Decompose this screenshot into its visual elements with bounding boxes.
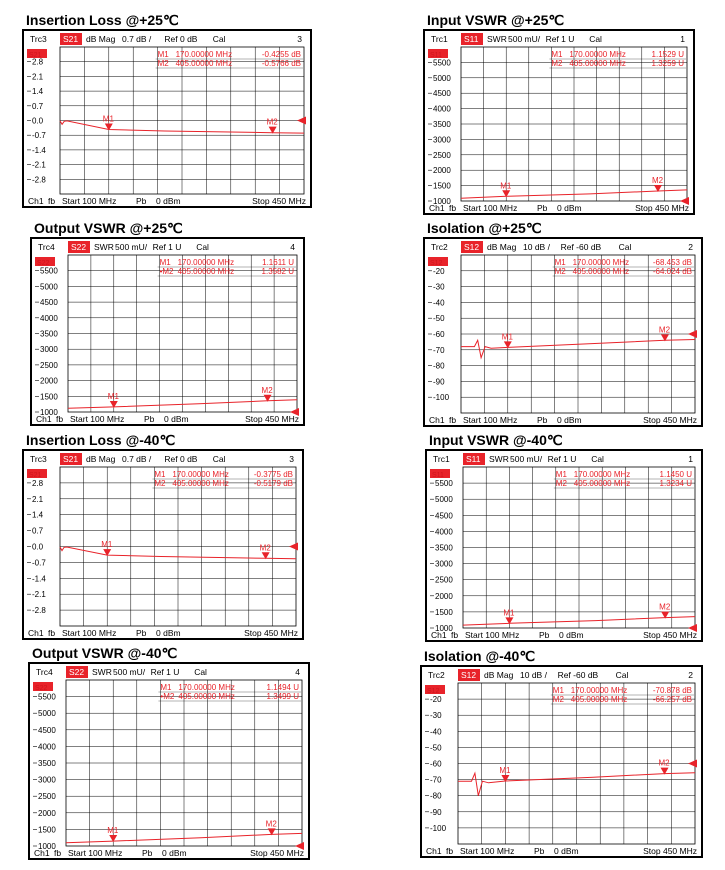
- ref-label: Ref 0 dB: [164, 454, 198, 464]
- analyzer-screen: [420, 665, 703, 858]
- readout-name: M1: [154, 470, 166, 479]
- readout-name: M1: [555, 470, 567, 479]
- y-tick-label: 3000: [433, 135, 451, 145]
- marker-label: M2: [651, 175, 664, 185]
- readout-name: M2: [154, 479, 166, 488]
- y-tick-label: 0.0: [32, 116, 44, 126]
- y-tick-label: 0.7: [32, 101, 44, 111]
- footer-power: 0 dBm: [559, 630, 584, 640]
- readout-value: -0.5766 dB: [261, 59, 301, 68]
- y-tick-label: -0.7: [32, 131, 46, 141]
- readout-value: -68.453 dB: [652, 258, 692, 267]
- footer-start: Start 100 MHz: [465, 630, 520, 640]
- analyzer-chart: [30, 664, 308, 858]
- y-tick-label: -20: [430, 695, 442, 705]
- marker-label: M1: [499, 766, 511, 776]
- y-tick-label: 3500: [38, 759, 56, 768]
- trace-label: Trc2: [428, 670, 445, 680]
- y-tick-label: 0.0: [32, 542, 44, 552]
- trace-label: Trc1: [433, 454, 450, 464]
- y-tick-label: 4500: [40, 298, 58, 308]
- y-tick-label: 2.1: [32, 72, 44, 82]
- y-tick-label: 4500: [435, 511, 453, 521]
- cal-label: Cal: [615, 670, 629, 680]
- footer-start: Start 100 MHz: [70, 414, 125, 424]
- y-tick-label: -1.4: [32, 145, 46, 155]
- footer-power: 0 dBm: [557, 415, 582, 425]
- readout-value: 1.1450 U: [659, 470, 692, 479]
- ref-label: Ref 0 dB: [164, 34, 198, 44]
- marker-label: M1: [107, 826, 119, 836]
- footer-power: 0 dBm: [162, 848, 187, 858]
- channel-number: 1: [680, 34, 685, 44]
- panel-insertion-loss-40: [22, 432, 304, 640]
- footer-stop: Stop 450 MHz: [250, 848, 304, 858]
- y-tick-label: 1500: [435, 607, 453, 617]
- readout-freq: 170.00000 MHz: [177, 258, 235, 267]
- marker-label: M2: [659, 602, 671, 612]
- cal-label: Cal: [212, 34, 226, 44]
- marker-label: M2: [658, 758, 670, 768]
- chart-title: Input VSWR @+25℃: [427, 12, 565, 28]
- readout-freq: 405.00000 MHz: [573, 479, 631, 488]
- format-label: dB Mag: [484, 670, 514, 680]
- panel-insertion-loss-25: [22, 12, 312, 208]
- footer-stop: Stop 450 MHz: [643, 846, 697, 856]
- y-tick-label: 4500: [433, 89, 451, 99]
- cal-label: Cal: [194, 667, 207, 677]
- analyzer-chart: [427, 451, 701, 640]
- footer-channel: Ch1: [431, 630, 447, 640]
- trace-label: Trc2: [431, 242, 448, 252]
- y-tick-label: 5000: [435, 495, 453, 505]
- y-tick-label: 2500: [38, 792, 56, 802]
- param-label: S22: [69, 667, 85, 677]
- footer-fb: fb: [449, 203, 457, 213]
- readout-value: 1.3259 U: [651, 59, 684, 68]
- trace-badge-label: S12: [427, 688, 440, 695]
- trace-badge-label: S11: [432, 472, 444, 479]
- chart-title: Output VSWR @-40℃: [32, 645, 178, 661]
- channel-number: 3: [289, 454, 294, 464]
- footer-channel: Ch1: [28, 196, 44, 206]
- y-tick-label: 1000: [433, 197, 451, 206]
- footer-pb: Pb: [537, 203, 548, 213]
- y-tick-label: 1000: [40, 408, 58, 417]
- channel-number: 1: [688, 454, 693, 464]
- y-tick-label: -2.8: [32, 606, 46, 616]
- marker-label: M1: [501, 332, 513, 342]
- y-tick-label: 5500: [433, 58, 451, 68]
- marker-label: M2: [266, 117, 278, 127]
- footer-start: Start 100 MHz: [463, 203, 518, 213]
- footer-pb: Pb: [142, 848, 153, 858]
- y-tick-label: 1.4: [32, 510, 44, 520]
- marker-label: M1: [101, 540, 113, 550]
- param-label: S21: [63, 454, 79, 464]
- readout-value: 1.1611 U: [262, 258, 294, 267]
- readout-name: M2: [554, 267, 566, 276]
- y-tick-label: -20: [433, 266, 445, 276]
- param-label: S21: [63, 34, 79, 44]
- param-label: S12: [461, 670, 477, 680]
- marker-label: M2: [265, 819, 277, 829]
- analyzer-screen: [30, 237, 305, 426]
- readout-name: M1: [159, 258, 171, 267]
- y-tick-label: -70: [430, 775, 442, 785]
- cal-label: Cal: [196, 242, 209, 252]
- panel-output-vswr-40: [28, 645, 310, 860]
- y-tick-label: 3500: [435, 543, 453, 553]
- y-tick-label: 3500: [433, 120, 451, 129]
- y-tick-label: 2000: [38, 808, 56, 818]
- footer-channel: Ch1: [429, 415, 445, 425]
- chart-title: Input VSWR @-40℃: [429, 432, 563, 448]
- format-label: SWR: [487, 34, 507, 44]
- readout-freq: 170.00000 MHz: [175, 50, 233, 59]
- y-tick-label: 3000: [435, 559, 453, 569]
- marker-label: M2: [261, 385, 273, 395]
- y-tick-label: -2.1: [32, 590, 46, 600]
- readout-freq: 405.00000 MHz: [570, 695, 628, 704]
- panel-isolation-40: [420, 648, 703, 858]
- chart-title: Isolation @-40℃: [424, 648, 536, 664]
- marker-label: M1: [107, 391, 119, 401]
- readout-freq: 170.00000 MHz: [573, 470, 631, 479]
- scale-label: 500 mU/: [508, 34, 541, 44]
- footer-stop: Stop 450 MHz: [635, 203, 689, 213]
- footer-pb: Pb: [136, 196, 147, 206]
- y-tick-label: 1000: [435, 624, 453, 633]
- param-label: S11: [466, 454, 481, 464]
- footer-stop: Stop 450 MHz: [643, 415, 697, 425]
- trace-badge-label: S11: [430, 52, 442, 59]
- panel-output-vswr-25: [30, 220, 305, 426]
- y-tick-label: 2000: [435, 591, 453, 601]
- footer-fb: fb: [451, 630, 459, 640]
- chart-title: Isolation @+25℃: [427, 220, 542, 236]
- param-label: S11: [464, 34, 479, 44]
- chart-title: Insertion Loss @+25℃: [26, 12, 179, 28]
- footer-power: 0 dBm: [164, 414, 189, 424]
- y-tick-label: -100: [433, 393, 450, 403]
- y-tick-label: -60: [430, 759, 442, 769]
- footer-pb: Pb: [534, 846, 545, 856]
- scale-label: 10 dB /: [523, 242, 550, 252]
- footer-channel: Ch1: [426, 846, 442, 856]
- y-tick-label: -40: [433, 298, 445, 308]
- channel-number: 2: [688, 242, 693, 252]
- panel-isolation-25: [423, 220, 703, 427]
- marker-label: M1: [102, 114, 114, 124]
- y-tick-label: -40: [430, 727, 442, 737]
- analyzer-chart: [24, 31, 310, 206]
- y-tick-label: 2000: [40, 376, 58, 386]
- panel-input-vswr-40: [425, 432, 703, 642]
- param-label: S22: [71, 242, 87, 252]
- footer-fb: fb: [54, 848, 62, 858]
- channel-number: 3: [297, 34, 302, 44]
- y-tick-label: 4000: [38, 742, 56, 752]
- readout-value: -64.024 dB: [652, 267, 692, 276]
- channel-number: 4: [290, 242, 295, 252]
- readout-freq: 405.00000 MHz: [178, 692, 235, 701]
- footer-power: 0 dBm: [156, 196, 181, 206]
- readout-value: -66.257 dB: [652, 695, 692, 704]
- y-tick-label: 4000: [435, 527, 453, 537]
- y-tick-label: 3500: [40, 329, 58, 339]
- trace-label: Trc4: [38, 242, 55, 252]
- y-tick-label: 4500: [38, 725, 56, 735]
- scale-label: 10 dB /: [520, 670, 547, 680]
- readout-name: M2: [555, 479, 567, 488]
- cal-label: Cal: [212, 454, 226, 464]
- y-tick-label: -90: [433, 377, 445, 387]
- readout-name: •M2: [159, 267, 174, 276]
- footer-start: Start 100 MHz: [460, 846, 515, 856]
- analyzer-screen: [22, 29, 312, 208]
- y-tick-label: 5000: [433, 73, 451, 83]
- y-tick-label: 2.1: [32, 494, 44, 504]
- analyzer-screen: [28, 662, 310, 860]
- readout-name: M1: [552, 686, 564, 695]
- footer-stop: Stop 450 MHz: [643, 630, 697, 640]
- cal-label: Cal: [591, 454, 604, 464]
- trace-label: Trc1: [431, 34, 448, 44]
- y-tick-label: -50: [430, 743, 442, 753]
- y-tick-label: -80: [430, 791, 442, 801]
- scale-label: 500 mU/: [115, 242, 148, 252]
- readout-freq: 170.00000 MHz: [572, 258, 630, 267]
- readout-name: M2: [551, 59, 563, 68]
- footer-start: Start 100 MHz: [463, 415, 518, 425]
- readout-value: -0.5179 dB: [253, 479, 293, 488]
- scale-label: 0.7 dB /: [122, 454, 152, 464]
- ref-label: Ref 1 U: [547, 454, 577, 464]
- ref-label: Ref 1 U: [545, 34, 575, 44]
- analyzer-chart: [422, 667, 701, 856]
- readout-freq: 170.00000 MHz: [172, 470, 229, 479]
- scale-label: 500 mU/: [113, 667, 146, 677]
- trace-badge-label: S21: [29, 52, 42, 59]
- chart-title: Output VSWR @+25℃: [34, 220, 183, 236]
- ref-label: Ref -60 dB: [557, 670, 599, 680]
- y-tick-label: -80: [433, 361, 445, 371]
- marker-label: M1: [500, 181, 512, 191]
- y-tick-label: 5500: [435, 479, 453, 489]
- y-tick-label: 2500: [435, 575, 453, 585]
- footer-pb: Pb: [539, 630, 550, 640]
- footer-stop: Stop 450 MHz: [245, 414, 299, 424]
- trace-label: Trc3: [30, 34, 47, 44]
- footer-stop: Stop 450 MHz: [244, 628, 298, 638]
- readout-name: •M2: [160, 692, 175, 701]
- cal-label: Cal: [589, 34, 602, 44]
- scale-label: 500 mU/: [510, 454, 543, 464]
- ref-label: Ref 1 U: [152, 242, 182, 252]
- scale-label: 0.7 dB /: [122, 34, 152, 44]
- footer-channel: Ch1: [36, 414, 52, 424]
- analyzer-chart: [425, 239, 701, 425]
- readout-value: 1.1529 U: [651, 50, 684, 59]
- y-tick-label: -90: [430, 807, 442, 817]
- analyzer-screen: [22, 449, 304, 640]
- footer-start: Start 100 MHz: [62, 196, 117, 206]
- footer-power: 0 dBm: [557, 203, 582, 213]
- readout-value: 1.3234 U: [659, 479, 692, 488]
- y-tick-label: 2.8: [32, 57, 44, 67]
- analyzer-chart: [24, 451, 302, 638]
- y-tick-label: 1500: [40, 392, 58, 402]
- readout-freq: 170.00000 MHz: [570, 686, 628, 695]
- footer-fb: fb: [449, 415, 457, 425]
- format-label: dB Mag: [86, 454, 116, 464]
- footer-stop: Stop 450 MHz: [252, 196, 306, 206]
- y-tick-label: 2000: [433, 166, 451, 176]
- analyzer-chart: [32, 239, 303, 424]
- ref-label: Ref 1 U: [150, 667, 180, 677]
- footer-fb: fb: [446, 846, 454, 856]
- footer-channel: Ch1: [429, 203, 445, 213]
- trace-badge-label: S12: [430, 260, 443, 267]
- y-tick-label: -30: [430, 711, 442, 721]
- analyzer-screen: [423, 237, 703, 427]
- trace-badge-label: S22: [37, 260, 50, 267]
- footer-channel: Ch1: [34, 848, 50, 858]
- marker-label: M2: [658, 325, 671, 335]
- readout-value: -0.3775 dB: [253, 470, 293, 479]
- trace-badge-label: S21: [29, 472, 42, 479]
- analyzer-screen: [425, 449, 703, 642]
- y-tick-label: 5000: [38, 709, 56, 719]
- y-tick-label: -1.4: [32, 574, 46, 584]
- trace-badge-label: S22: [35, 685, 48, 692]
- readout-name: M1: [160, 683, 172, 692]
- readout-freq: 405.00000 MHz: [572, 267, 630, 276]
- y-tick-label: 3000: [40, 345, 58, 355]
- y-tick-label: 3000: [38, 775, 56, 785]
- footer-pb: Pb: [136, 628, 147, 638]
- readout-name: M1: [551, 50, 563, 59]
- y-tick-label: 2500: [40, 360, 58, 370]
- readout-value: 1.3499 U: [266, 692, 299, 701]
- footer-pb: Pb: [537, 415, 548, 425]
- panel-input-vswr-25: [423, 12, 695, 215]
- readout-name: M1: [554, 258, 566, 267]
- y-tick-label: 2.8: [32, 478, 44, 488]
- readout-freq: 405.00000 MHz: [172, 479, 229, 488]
- footer-fb: fb: [48, 628, 56, 638]
- readout-name: M1: [157, 50, 169, 59]
- format-label: SWR: [94, 242, 114, 252]
- footer-start: Start 100 MHz: [62, 628, 117, 638]
- y-tick-label: 5500: [38, 692, 56, 702]
- param-label: S12: [464, 242, 480, 252]
- footer-fb: fb: [56, 414, 64, 424]
- marker-label: M1: [503, 608, 515, 618]
- y-tick-label: 1.4: [32, 87, 44, 97]
- trace-label: Trc3: [30, 454, 47, 464]
- y-tick-label: -60: [433, 330, 445, 339]
- format-label: SWR: [92, 667, 112, 677]
- channel-number: 4: [295, 667, 300, 677]
- y-tick-label: 2500: [433, 150, 451, 160]
- y-tick-label: -50: [433, 314, 445, 324]
- y-tick-label: 5000: [40, 282, 58, 292]
- channel-number: 2: [688, 670, 693, 680]
- readout-name: M2: [157, 59, 169, 68]
- analyzer-screen: [423, 29, 695, 215]
- y-tick-label: -2.1: [32, 160, 46, 170]
- y-tick-label: 1500: [38, 825, 56, 835]
- analyzer-chart: [425, 31, 693, 213]
- y-tick-label: 1500: [433, 181, 451, 191]
- footer-fb: fb: [48, 196, 56, 206]
- y-tick-label: 0.7: [32, 526, 44, 536]
- format-label: dB Mag: [86, 34, 116, 44]
- footer-start: Start 100 MHz: [68, 848, 123, 858]
- y-tick-label: -2.8: [32, 175, 46, 185]
- readout-value: 1.3582 U: [261, 267, 294, 276]
- y-tick-label: -100: [430, 823, 447, 833]
- readout-value: -70.878 dB: [652, 686, 692, 695]
- footer-power: 0 dBm: [156, 628, 181, 638]
- format-label: dB Mag: [487, 242, 517, 252]
- y-tick-label: -70: [433, 345, 445, 355]
- trace-label: Trc4: [36, 667, 53, 677]
- y-tick-label: -0.7: [32, 558, 46, 568]
- y-tick-label: 4000: [40, 313, 58, 323]
- chart-title: Insertion Loss @-40℃: [26, 432, 176, 448]
- ref-label: Ref -60 dB: [560, 242, 602, 252]
- footer-channel: Ch1: [28, 628, 44, 638]
- y-tick-label: 4000: [433, 104, 451, 114]
- readout-value: 1.1494 U: [266, 683, 299, 692]
- y-tick-label: 5500: [40, 266, 58, 276]
- readout-freq: 170.00000 MHz: [569, 50, 626, 59]
- marker-label: M2: [259, 543, 271, 553]
- y-tick-label: 1000: [38, 842, 56, 851]
- cal-label: Cal: [618, 242, 632, 252]
- footer-power: 0 dBm: [554, 846, 579, 856]
- readout-freq: 405.00000 MHz: [175, 59, 233, 68]
- y-tick-label: -30: [433, 282, 445, 292]
- readout-freq: 405.00000 MHz: [177, 267, 235, 276]
- readout-freq: 405.00000 MHz: [569, 59, 626, 68]
- footer-pb: Pb: [144, 414, 155, 424]
- readout-freq: 170.00000 MHz: [178, 683, 235, 692]
- readout-value: -0.4255 dB: [261, 50, 301, 59]
- format-label: SWR: [489, 454, 509, 464]
- readout-name: M2: [552, 695, 564, 704]
